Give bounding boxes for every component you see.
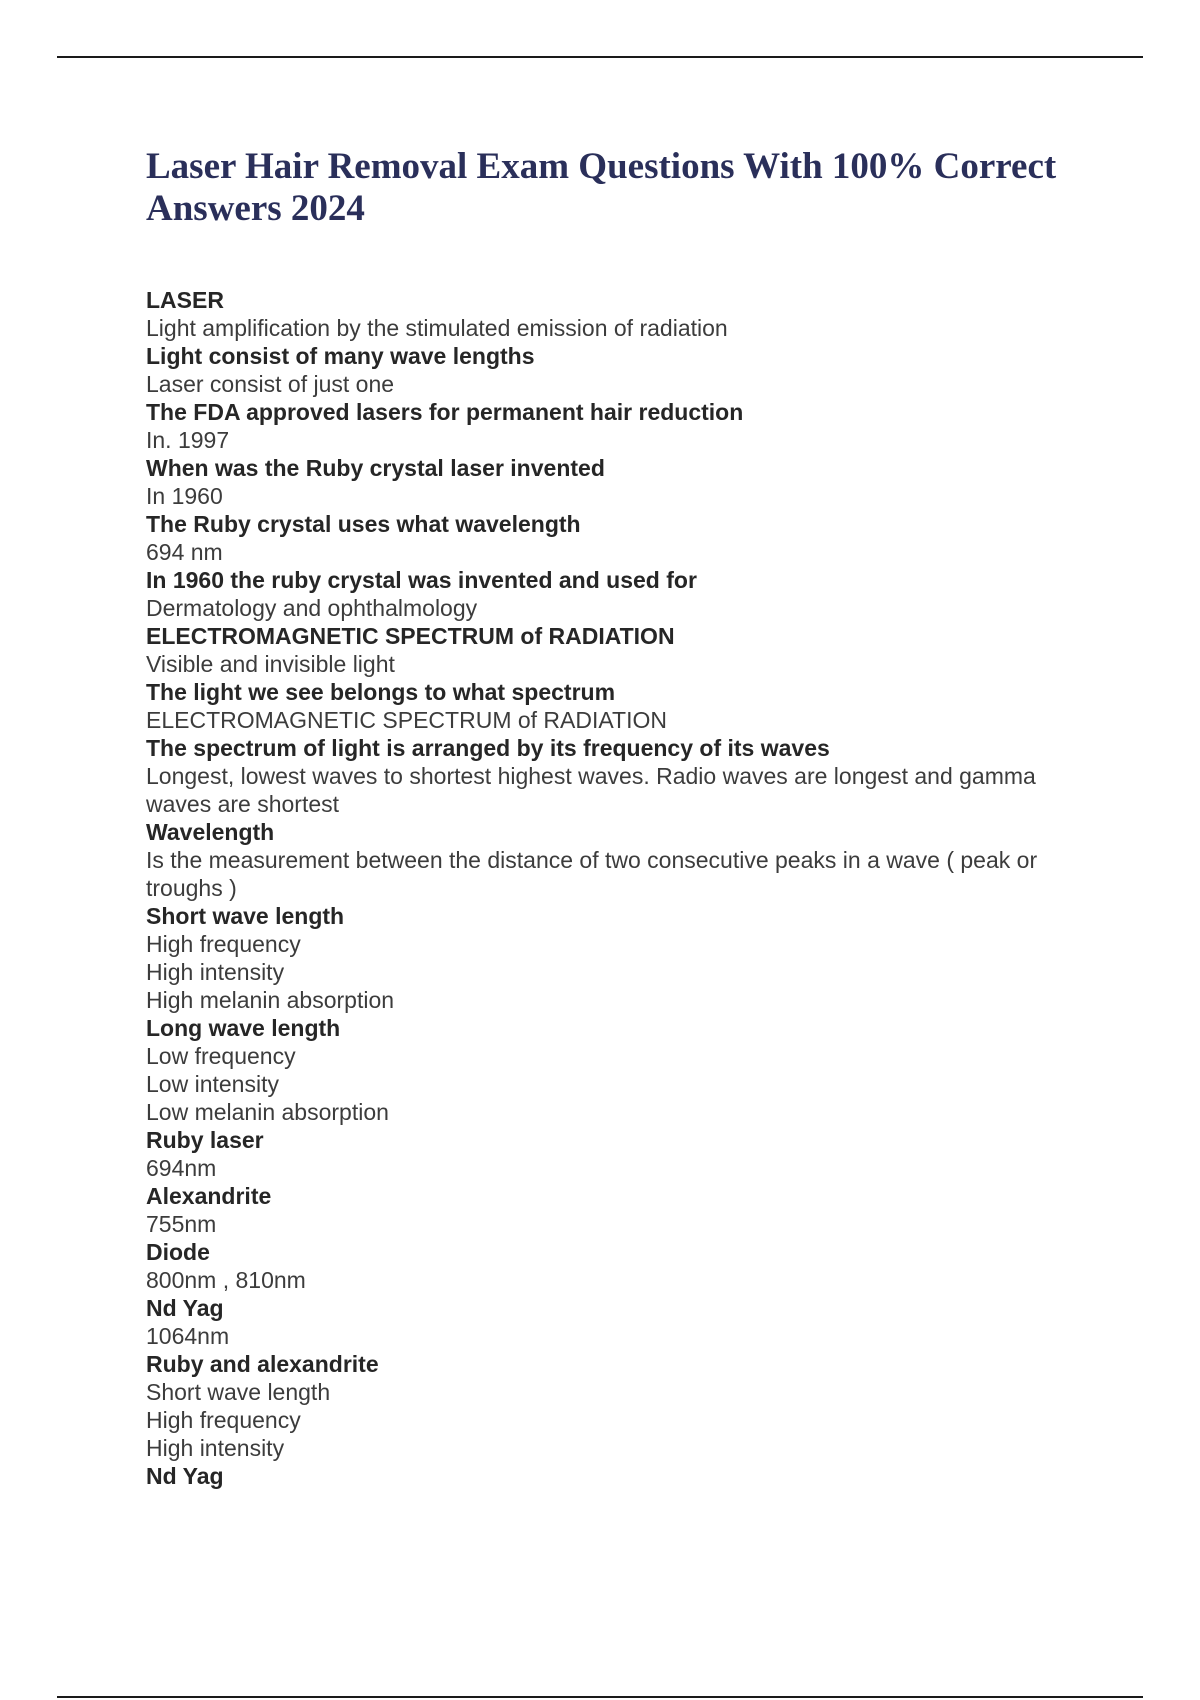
qa-item: [146, 1182, 1076, 1238]
answer-text: [146, 594, 1076, 622]
answer-line: High melanin absorption: [146, 987, 395, 1013]
answer-line: 755nm: [146, 1211, 217, 1237]
answer-line: Longest, lowest waves to shortest highest waves. Radio waves are longest and gamma waves are shortest: [146, 763, 1036, 817]
qa-item: [146, 1294, 1076, 1350]
answer-line: Low intensity: [146, 1071, 279, 1097]
answer-line: High frequency: [146, 1407, 301, 1433]
answer-line: 694 nm: [146, 539, 223, 565]
question-term: Alexandrite: [146, 1183, 272, 1209]
answer-line: High frequency: [146, 931, 301, 957]
qa-item: [146, 678, 1076, 734]
question-term: The light we see belongs to what spectrum: [146, 679, 616, 705]
answer-line: Low melanin absorption: [146, 1099, 389, 1125]
question-term: Ruby and alexandrite: [146, 1351, 379, 1377]
answer-line: Laser consist of just one: [146, 371, 395, 397]
answer-line: In 1960: [146, 483, 223, 509]
question-term: Nd Yag: [146, 1463, 224, 1489]
answer-text: [146, 1266, 1076, 1294]
question-term: Long wave length: [146, 1015, 341, 1041]
question-term: Wavelength: [146, 819, 275, 845]
answer-text: [146, 1154, 1076, 1182]
footer-rule: [57, 1696, 1143, 1698]
question-term: Nd Yag: [146, 1295, 224, 1321]
qa-item: [146, 566, 1076, 622]
question-term: The spectrum of light is arranged by its frequency of its waves: [146, 735, 830, 761]
qa-item: [146, 454, 1076, 510]
qa-item: [146, 1238, 1076, 1294]
answer-text: [146, 482, 1076, 510]
answer-text: [146, 1322, 1076, 1350]
document-title: Laser Hair Removal Exam Questions With 100% Correct Answers 2024: [146, 146, 1057, 229]
question-term: Light consist of many wave lengths: [146, 343, 535, 369]
qa-item: [146, 398, 1076, 454]
answer-line: ELECTROMAGNETIC SPECTRUM of RADIATION: [146, 707, 667, 733]
answer-text: [146, 370, 1076, 398]
qa-item: [146, 1462, 1076, 1490]
answer-text: [146, 762, 1076, 818]
question-term: The FDA approved lasers for permanent hair reduction: [146, 399, 744, 425]
qa-item: [146, 622, 1076, 678]
answer-line: High intensity: [146, 959, 285, 985]
qa-item: [146, 1126, 1076, 1182]
answer-text: [146, 314, 1076, 342]
answer-line: Light amplification by the stimulated emission of radiation: [146, 315, 728, 341]
question-term: In 1960 the ruby crystal was invented and used for: [146, 567, 697, 593]
qa-item: [146, 1014, 1076, 1126]
answer-text: [146, 706, 1076, 734]
qa-list: [146, 286, 1076, 1490]
answer-text: [146, 1042, 1076, 1126]
question-term: Ruby laser: [146, 1127, 264, 1153]
answer-line: Dermatology and ophthalmology: [146, 595, 478, 621]
answer-line: High intensity: [146, 1435, 285, 1461]
answer-text: [146, 538, 1076, 566]
answer-line: Visible and invisible light: [146, 651, 395, 677]
answer-text: [146, 846, 1076, 902]
question-term: When was the Ruby crystal laser invented: [146, 455, 605, 481]
qa-item: [146, 902, 1076, 1014]
header-rule: [57, 56, 1143, 58]
answer-line: 694nm: [146, 1155, 217, 1181]
answer-text: [146, 1210, 1076, 1238]
answer-line: Is the measurement between the distance of two consecutive peaks in a wave ( peak or troughs ): [146, 847, 1038, 901]
qa-item: [146, 1350, 1076, 1462]
answer-line: In. 1997: [146, 427, 230, 453]
question-term: Short wave length: [146, 903, 345, 929]
question-term: The Ruby crystal uses what wavelength: [146, 511, 581, 537]
qa-item: [146, 818, 1076, 902]
answer-line: 1064nm: [146, 1323, 230, 1349]
answer-line: Low frequency: [146, 1043, 296, 1069]
answer-text: [146, 650, 1076, 678]
question-term: Diode: [146, 1239, 210, 1265]
question-term: ELECTROMAGNETIC SPECTRUM of RADIATION: [146, 623, 675, 649]
answer-text: [146, 426, 1076, 454]
qa-item: [146, 734, 1076, 818]
answer-text: [146, 1378, 1076, 1462]
answer-line: 800nm , 810nm: [146, 1267, 306, 1293]
qa-item: [146, 286, 1076, 342]
question-term: LASER: [146, 287, 224, 313]
answer-line: Short wave length: [146, 1379, 331, 1405]
qa-item: [146, 342, 1076, 398]
qa-item: [146, 510, 1076, 566]
answer-text: [146, 930, 1076, 1014]
